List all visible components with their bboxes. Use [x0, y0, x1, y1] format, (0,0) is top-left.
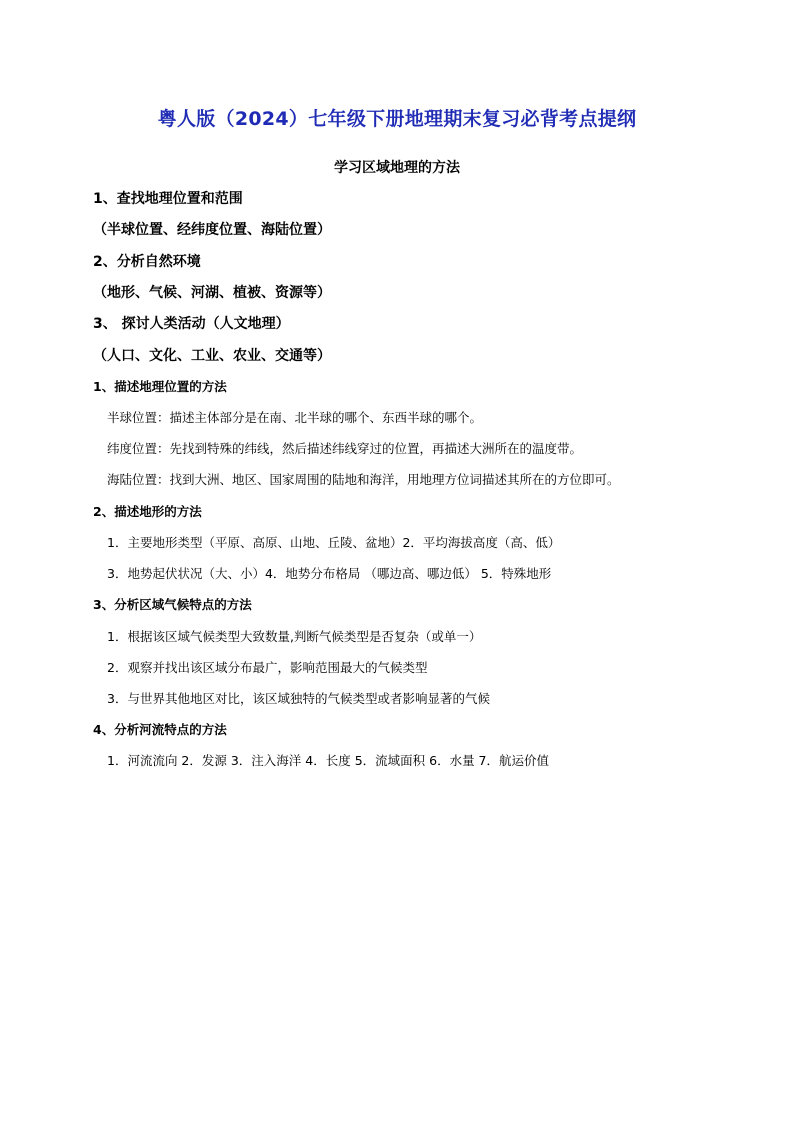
section-4-heading: 4、分析河流特点的方法 — [93, 722, 227, 737]
section-1-heading: 1、描述地理位置的方法 — [93, 379, 227, 394]
document-title: 粤人版（2024）七年级下册地理期末复习必背考点提纲 — [157, 108, 637, 130]
document-subtitle: 学习区域地理的方法 — [334, 160, 460, 176]
section-3-heading: 3、分析区域气候特点的方法 — [93, 597, 252, 612]
section-3-line-2: 2．观察并找出该区域分布最广，影响范围最大的气候类型 — [107, 660, 428, 675]
section-3-line-3: 3．与世界其他地区对比，该区域独特的气候类型或者影响显著的气候 — [107, 691, 490, 706]
section-2-line-1: 1．主要地形类型（平原、高原、山地、丘陵、盆地）2．平均海拔高度（高、低） — [107, 535, 561, 550]
section-2-heading: 2、描述地形的方法 — [93, 504, 202, 519]
section-1-line-3: 海陆位置：找到大洲、地区、国家周围的陆地和海洋，用地理方位词描述其所在的方位即可。 — [107, 472, 620, 487]
step-1-heading: 1、查找地理位置和范围 — [93, 191, 243, 207]
step-3-heading: 3、 探讨人类活动（人文地理） — [93, 316, 290, 332]
step-2-heading: 2、分析自然环境 — [93, 254, 201, 270]
step-1-detail: （半球位置、经纬度位置、海陆位置） — [93, 222, 331, 238]
section-4-line-1: 1．河流流向 2．发源 3．注入海洋 4．长度 5．流域面积 6．水量 7．航运价值 — [107, 753, 550, 768]
section-1-line-1: 半球位置：描述主体部分是在南、北半球的哪个、东西半球的哪个。 — [107, 410, 483, 425]
section-3-line-1: 1．根据该区域气候类型大致数量,判断气候类型是否复杂（或单一） — [107, 629, 482, 644]
step-3-detail: （人口、文化、工业、农业、交通等） — [93, 348, 331, 364]
section-1-line-2: 纬度位置：先找到特殊的纬线，然后描述纬线穿过的位置，再描述大洲所在的温度带。 — [107, 441, 583, 456]
step-2-detail: （地形、气候、河湖、植被、资源等） — [93, 285, 331, 301]
section-2-line-2: 3．地势起伏状况（大、小）4．地势分布格局 （哪边高、哪边低） 5．特殊地形 — [107, 566, 552, 581]
